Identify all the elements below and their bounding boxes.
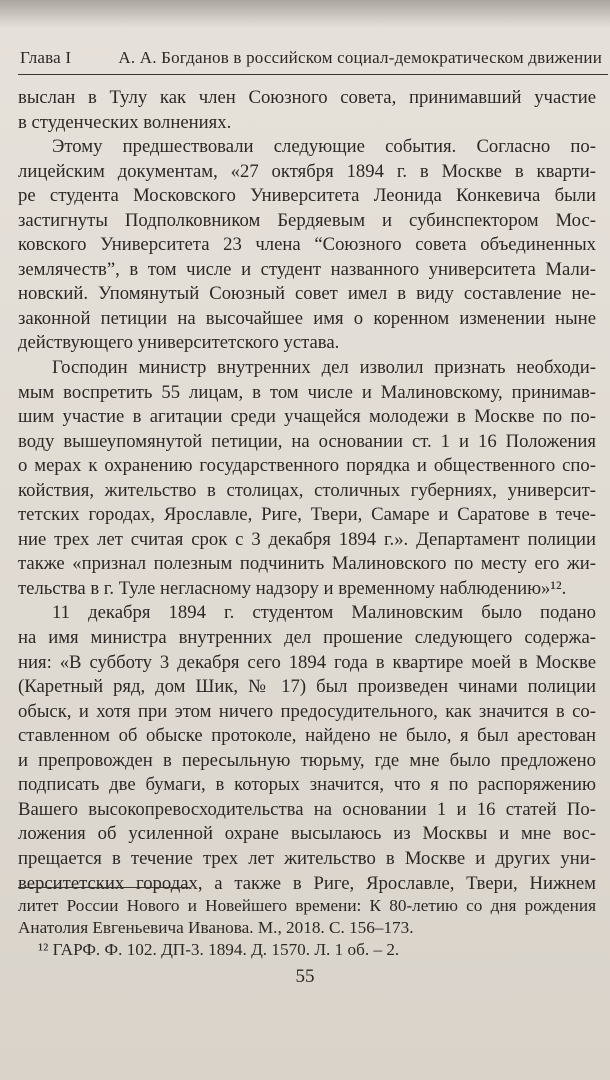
body-line: тельства в г. Туле негласному надзору и временному наблюдению»¹². (18, 577, 567, 599)
body-text (18, 86, 596, 896)
body-line: законной петиции на высочайшее имя о коренном изменении ныне (18, 307, 596, 329)
body-line: и препровожден в пересыльную тюрьму, где мне было предложено (18, 749, 596, 771)
body-line: застигнуты Подполковником Бердяевым и субинспектором Мос- (18, 209, 596, 231)
body-line: лицейским документам, «27 октября 1894 г. в Москве в кварти- (18, 160, 596, 182)
footnote-line: литет России Нового и Новейшего времени: К 80-летию со дня рождения (18, 896, 596, 915)
footnotes (18, 895, 596, 961)
footnote-line: ¹² ГАРФ. Ф. 102. ДП-3. 1894. Д. 1570. Л. 1 об. – 2. (38, 940, 400, 959)
body-line: Господин министр внутренних дел изволил признать необходи- (52, 357, 596, 379)
running-title: А. А. Богданов в российском социал-демократическом движении (118, 48, 602, 67)
page-number: 55 (295, 966, 315, 987)
chapter-label: Глава I (20, 48, 72, 67)
footnote-rule (18, 887, 190, 888)
body-line: (Каретный ряд, дом Шик, № 17) был произведен чинами полиции (18, 676, 596, 698)
body-line: воду вышеупомянутой петиции, на основании ст. 1 и 16 Положения (18, 430, 596, 452)
body-line: койствия, жительство в столицах, столичных губерниях, университ- (18, 479, 596, 501)
body-line: ния: «В субботу 3 декабря сего 1894 года в квартире моей в Москве (18, 651, 596, 673)
header-rule (18, 74, 608, 75)
footnote-line: Анатолия Евгеньевича Иванова. М., 2018. С. 156–173. (18, 918, 414, 937)
body-line: на имя министра внутренних дел прошение следующего содержа- (18, 627, 596, 649)
body-line: обыск, и хотя при этом ничего предосудительного, как значится в со- (18, 700, 596, 722)
body-line: действующего университетского устава. (18, 332, 340, 354)
body-line: в студенческих волнениях. (18, 111, 232, 133)
body-line: ковского Университета 23 члена “Союзного совета объединенных (18, 234, 596, 256)
body-line: мым воспретить 55 лицам, в том числе и Малиновскому, принимав- (18, 381, 596, 403)
body-line: землячеств”, в том числе и студент названного университета Мали- (18, 258, 596, 280)
body-line: Этому предшествовали следующие события. Согласно по- (52, 136, 596, 158)
body-line: ре студента Московского Университета Леонида Конкевича были (18, 185, 596, 207)
body-line: ставленном об обыске протоколе, найдено не было, я был арестован (18, 725, 596, 747)
body-line: тетских городах, Ярославле, Риге, Твери, Самаре и Саратове в тече- (18, 504, 596, 526)
body-line: верситетских городах, а также в Риге, Ярославле, Твери, Нижнем (18, 872, 596, 894)
body-line: также «признал полезным подчинить Малиновского по месту его жи- (18, 553, 596, 575)
body-line: ложения об усиленной охране высылаюсь из Москвы и мне вос- (18, 823, 596, 845)
page-edge-shadow (0, 0, 610, 28)
body-line: подписать две бумаги, в которых значится, что я по распоряжению (18, 774, 596, 796)
body-line: Вашего высокопревосходительства на основании 1 и 16 статей По- (18, 798, 596, 820)
running-header (20, 34, 602, 67)
body-line: о мерах к охранению государственного порядка и общественного спо- (18, 455, 596, 477)
body-line: 11 декабря 1894 г. студентом Малиновским было подано (52, 602, 596, 624)
body-line: новский. Упомянутый Союзный совет имел в виду составление не- (18, 283, 596, 305)
body-line: прещается в течение трех лет жительство в Москве и других уни- (18, 847, 596, 869)
body-line: выслан в Тулу как член Союзного совета, принимавший участие (18, 87, 596, 108)
body-line: ние трех лет считая срок с 3 декабря 1894 г.». Департамент полиции (18, 528, 596, 550)
body-line: шим участие в агитации среди учащейся молодежи в Москве по по- (18, 406, 596, 428)
